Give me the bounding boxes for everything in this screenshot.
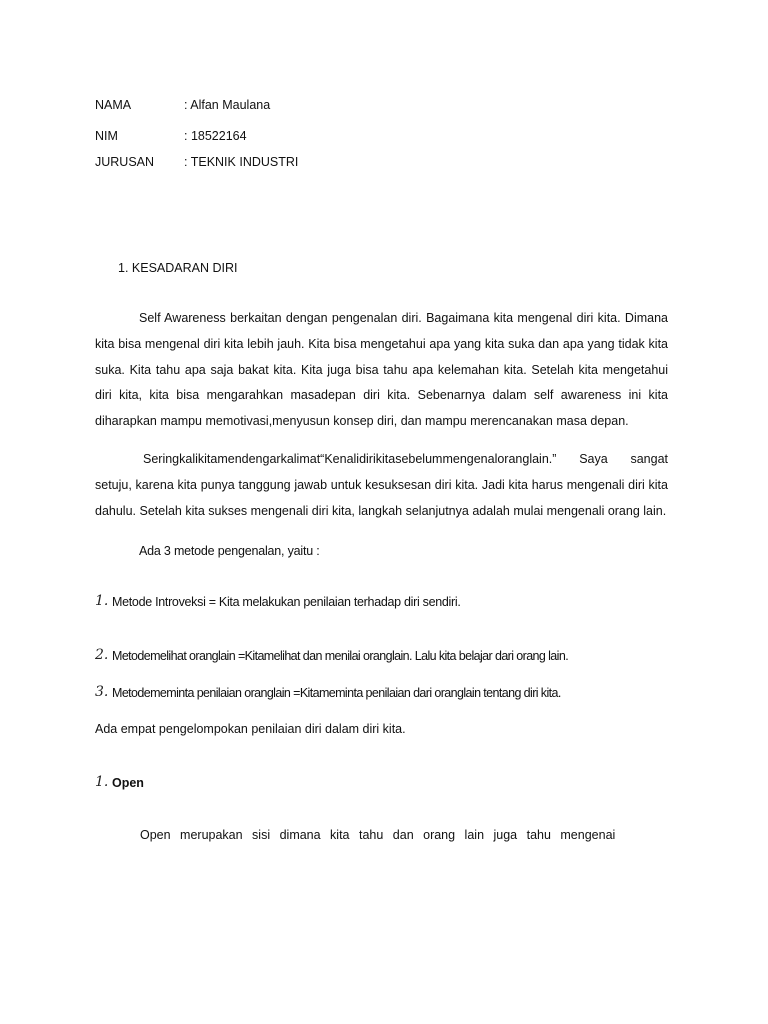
group-1-number: 1. [95, 774, 109, 790]
grouping-intro: Ada empat pengelompokan penilaian diri dalam diri kita. [95, 722, 406, 736]
nama-row [95, 96, 270, 114]
method-1-text: Metode Introveksi = Kita melakukan penilaian terhadap diri sendiri. [112, 595, 461, 609]
group-1-text: Open merupakan sisi dimana kita tahu dan orang lain juga tahu mengenai [140, 828, 616, 842]
paragraph-kenali-diri [95, 447, 668, 524]
nama-value: : Alfan Maulana [184, 98, 271, 112]
paragraph-2-text: Seringkalikitamendengarkalimat“Kenalidirikitasebelummengenaloranglain.” Saya sangat setuju, karena kita punya tanggung jawab untuk kesuksesan diri kita. Jadi kita harus mengenali diri kita dahulu. Setelah kita sukses mengenali diri kita, langkah selanjutnya adalah mulai mengenali orang lain. [95, 452, 668, 518]
method-2-number: 2. [95, 647, 109, 663]
method-3-number: 3. [95, 684, 109, 700]
nim-row [95, 127, 247, 145]
jurusan-label: JURUSAN [95, 155, 155, 169]
method-3-text: Metodememinta penilaian oranglain =Kitameminta penilaian dari oranglain tentang diri kita. [112, 686, 561, 700]
group-1-title: Open [112, 776, 144, 790]
nim-label: NIM [95, 129, 118, 143]
paragraph-self-awareness [95, 306, 668, 435]
paragraph-1-text: Self Awareness berkaitan dengan pengenalan diri. Bagaimana kita mengenal diri kita. Dimana kita bisa mengenal diri kita lebih jauh. Kita bisa mengetahui apa yang kita suka dan apa yang tidak kita suka. Kita tahu apa saja bakat kita. Kita juga bisa tahu apa kelemahan kita. Setelah kita mengetahui diri kita, kita bisa mengarahkan masadepan diri kita. Sebenarnya dalam self awareness ini kita diharapkan mampu memotivasi,menyusun konsep diri, dan mampu merencanakan masa depan. [95, 311, 668, 429]
methods-intro: Ada 3 metode pengenalan, yaitu : [139, 544, 320, 558]
nama-label: NAMA [95, 98, 132, 112]
jurusan-value: : TEKNIK INDUSTRI [184, 155, 299, 169]
section-heading: 1. KESADARAN DIRI [118, 261, 238, 275]
jurusan-row [95, 153, 298, 171]
nim-value: : 18522164 [184, 129, 247, 143]
method-2-text: Metodemelihat oranglain =Kitamelihat dan menilai oranglain. Lalu kita belajar dari orang lain. [112, 649, 569, 663]
method-1-number: 1. [95, 593, 109, 609]
